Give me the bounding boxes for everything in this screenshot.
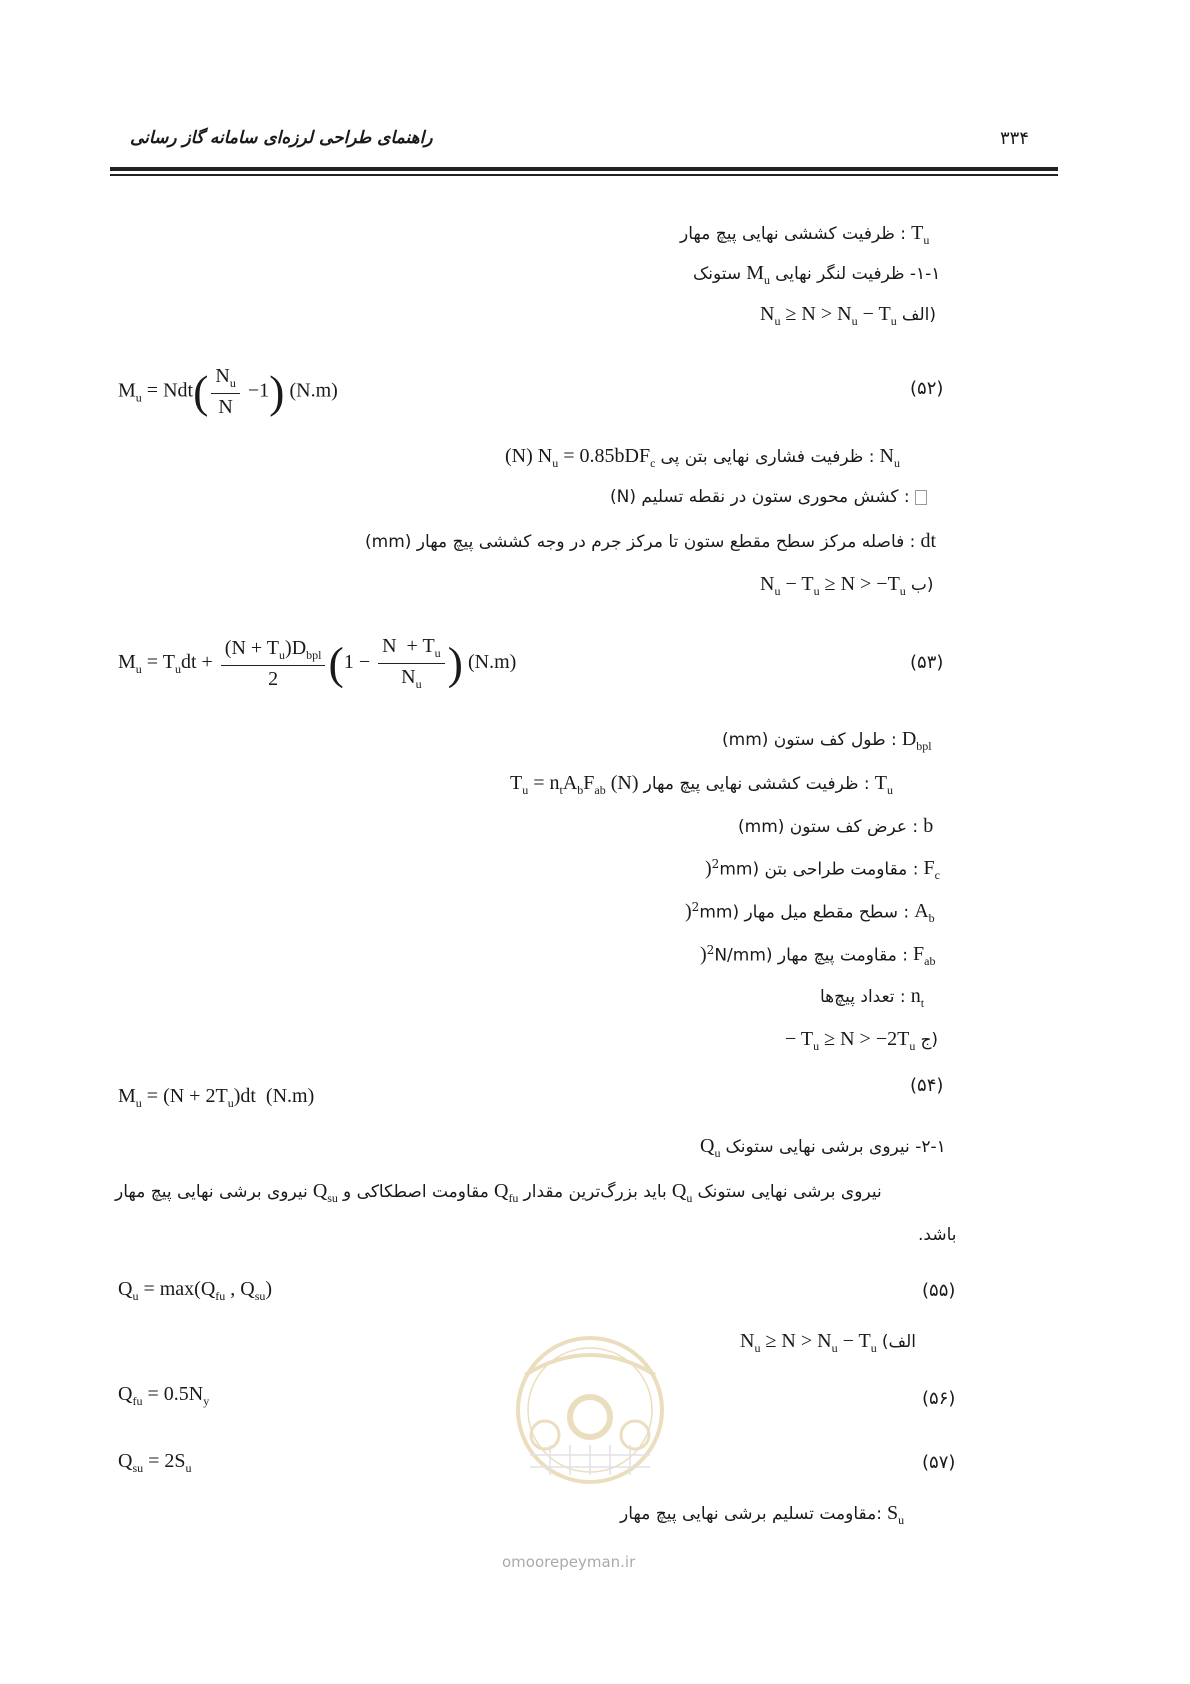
missing-glyph-icon <box>915 490 927 505</box>
equation-54-number: (۵۴) <box>910 1075 944 1096</box>
nt-definition: : تعداد پیچ‌ها $n_t$ <box>820 985 925 1010</box>
equation-57: $Q_{su} = 2S_u$ <box>118 1450 192 1475</box>
tu-definition: : ظرفیت کششی نهایی پیچ مهار $T_u$ <box>680 222 930 247</box>
header-rule-thin <box>110 174 1058 176</box>
case-b-condition: $N_u - T_u \ge N > -T_u$ (ب <box>760 573 934 598</box>
equation-53: $M_u = T_udt$ + $\frac{(N + T_u)D_{bpl}}{2}$ (1 − $\frac{N + T_u}{N_u}$ ) (N.m) <box>118 635 517 691</box>
ab-definition: )$^2$: سطح مقطع میل مهار (mm $A_b$ <box>685 900 935 926</box>
equation-56-number: (۵۶) <box>922 1388 956 1409</box>
running-header-title: راهنمای طراحی لرزه‌ای سامانه گاز رسانی <box>130 128 433 148</box>
su-definition: :مقاومت تسلیم برشی نهایی پیچ مهار $S_u$ <box>620 1502 905 1527</box>
nu-definition: (N) $N_u = 0.85bDF_c$ : ظرفیت فشاری نهایی بتن پی $N_u$ <box>505 445 900 470</box>
equation-56: $Q_{fu} = 0.5N_y$ <box>118 1383 210 1408</box>
case-a-condition: $N_u \ge N > N_u - T_u$ (الف <box>760 303 936 328</box>
watermark-logo-icon <box>490 1335 690 1485</box>
shear-paragraph-line-2: باشد. <box>918 1225 957 1245</box>
equation-52-number: (۵۲) <box>910 378 944 399</box>
tu-definition-2: $T_u = n_tA_bF_{ab}$ (N) : ظرفیت کششی نهایی پیچ مهار $T_u$ <box>510 772 893 797</box>
shear-paragraph-line-1: نیروی برشی نهایی پیچ مهار $Q_{su}$ مقاومت اصطکاکی و $Q_{fu}$ باید بزرگ‌ترین مقدار $Q_u$ نیروی برشی نهایی ستونک <box>115 1180 882 1205</box>
dbpl-definition: : طول کف ستون (mm) $D_{bpl}$ <box>722 728 932 753</box>
equation-52: $M_u = Ndt$( $\frac{N_u}{N}$ −1) (N.m) <box>118 365 338 418</box>
b-definition: : عرض کف ستون (mm) b <box>738 815 934 837</box>
n-definition: : کشش محوری ستون در نقطه تسلیم (N) <box>610 487 927 507</box>
equation-55: $Q_u = \max(Q_{fu}$ , $Q_{su}$) <box>118 1278 273 1303</box>
dt-definition: : فاصله مرکز سطح مقطع ستون تا مرکز جرم در وجه کششی پیچ مهار (mm) dt <box>365 530 937 552</box>
fab-definition: )$^2$: مقاومت پیچ مهار (N/mm $F_{ab}$ <box>700 943 936 969</box>
equation-57-number: (۵۷) <box>922 1452 956 1473</box>
equation-54: $M_u = (N + 2T_u)dt$ (N.m) <box>118 1085 315 1110</box>
case-c-condition: − $T_u \ge N > -2T_u$ (ج <box>785 1028 939 1053</box>
equation-53-number: (۵۳) <box>910 652 944 673</box>
section-1-2-heading: $Q_u$ ۲-۱- نیروی برشی نهایی ستونک <box>700 1135 946 1160</box>
section-1-1-heading: ستونک $M_u$ ۱-۱- ظرفیت لنگر نهایی <box>693 262 941 287</box>
equation-55-number: (۵۵) <box>922 1280 956 1301</box>
fc-definition: )$^2$: مقاومت طراحی بتن (mm $F_c$ <box>705 857 940 883</box>
page-number: ۳۳۴ <box>1000 128 1030 149</box>
case-a2-condition: $N_u \ge N > N_u - T_u$ الف) <box>740 1330 916 1355</box>
header-rule-thick <box>110 167 1058 171</box>
watermark-site-text: omoorepeyman.ir <box>502 1553 636 1571</box>
